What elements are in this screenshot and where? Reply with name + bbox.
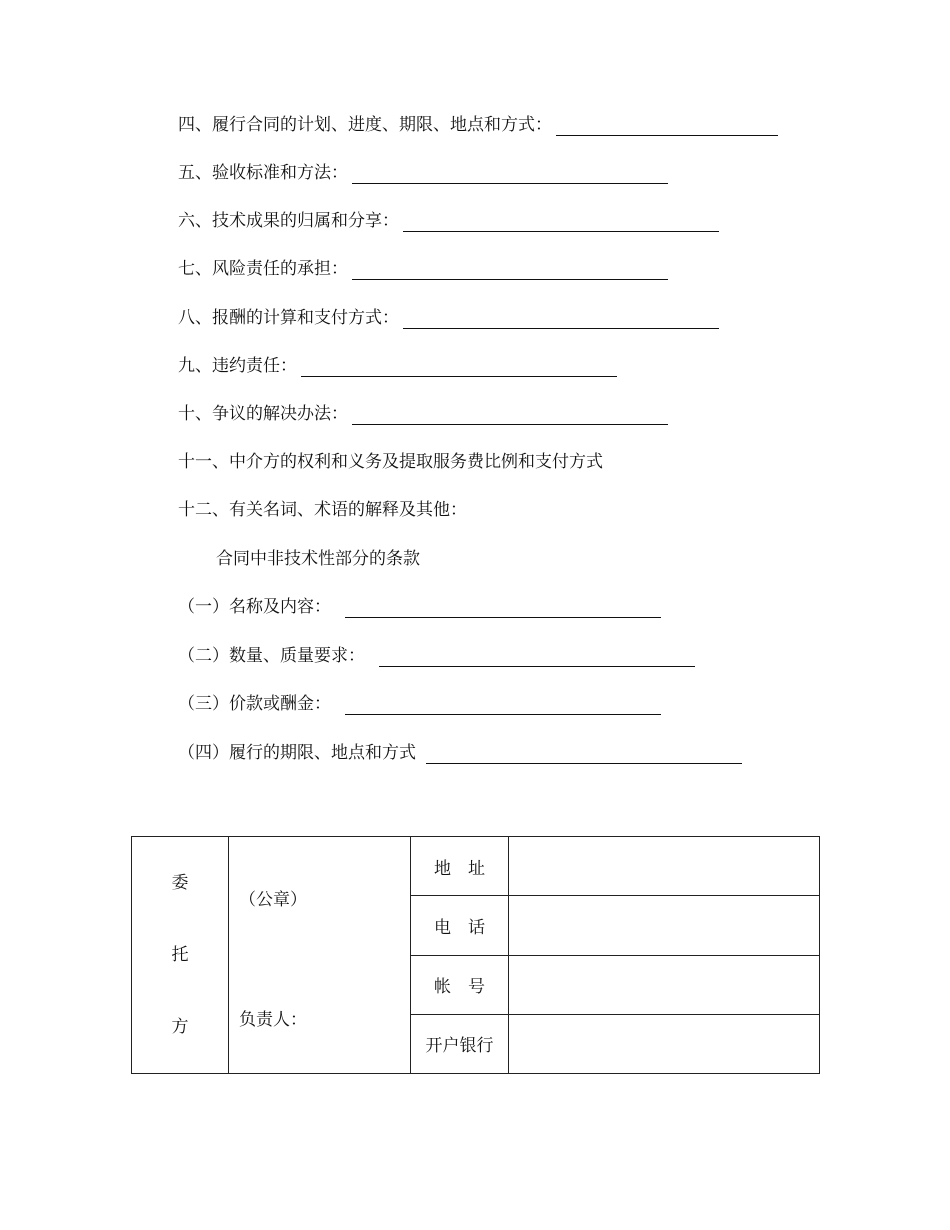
responsible-person-label: 负责人：	[239, 1010, 307, 1030]
non-tech-item-2-label: （二）数量、质量要求：	[178, 646, 365, 666]
non-tech-heading	[216, 548, 420, 570]
non-tech-item-1-blank[interactable]	[345, 599, 661, 618]
non-tech-item-3-label: （三）价款或酬金：	[178, 694, 331, 714]
account-value[interactable]	[509, 955, 820, 1014]
clause-6	[178, 210, 719, 232]
clause-12-label: 十二、有关名词、术语的解释及其他：	[178, 500, 467, 520]
bank-label: 开户银行	[411, 1014, 509, 1073]
clause-11	[178, 451, 603, 473]
clause-4-label: 四、履行合同的计划、进度、期限、地点和方式：	[178, 115, 552, 135]
clause-6-blank[interactable]	[403, 213, 719, 232]
non-tech-item-4-blank[interactable]	[426, 745, 742, 764]
party-name-cell	[132, 837, 229, 1074]
clause-9-blank[interactable]	[301, 358, 617, 377]
address-label: 地 址	[411, 837, 509, 896]
clause-5-label: 五、验收标准和方法：	[178, 163, 348, 183]
non-tech-item-2-blank[interactable]	[379, 648, 695, 667]
party-char-1: 委	[171, 873, 189, 893]
clause-9	[178, 355, 617, 377]
non-tech-item-3	[178, 693, 661, 715]
seal-cell	[229, 837, 411, 1074]
clause-5	[178, 162, 668, 184]
non-tech-item-2	[178, 645, 695, 667]
clause-8-blank[interactable]	[403, 310, 719, 329]
address-value[interactable]	[509, 837, 820, 896]
non-tech-heading-text: 合同中非技术性部分的条款	[216, 549, 420, 569]
client-party-table	[131, 836, 820, 1074]
party-char-3: 方	[171, 1017, 189, 1037]
phone-label: 电 话	[411, 896, 509, 955]
clause-12	[178, 499, 467, 521]
clause-4	[178, 114, 778, 136]
clause-9-label: 九、违约责任：	[178, 356, 297, 376]
clause-11-label: 十一、中介方的权利和义务及提取服务费比例和支付方式	[178, 452, 603, 472]
seal-label: （公章）	[239, 890, 307, 910]
clause-7	[178, 258, 668, 280]
clause-7-label: 七、风险责任的承担：	[178, 259, 348, 279]
clause-10	[178, 403, 668, 425]
non-tech-item-3-blank[interactable]	[345, 696, 661, 715]
non-tech-item-1-label: （一）名称及内容：	[178, 597, 331, 617]
clause-5-blank[interactable]	[352, 165, 668, 184]
non-tech-item-1	[178, 596, 661, 618]
phone-value[interactable]	[509, 896, 820, 955]
clause-6-label: 六、技术成果的归属和分享：	[178, 211, 399, 231]
clause-4-blank[interactable]	[556, 117, 778, 136]
account-label: 帐 号	[411, 955, 509, 1014]
clause-8-label: 八、报酬的计算和支付方式：	[178, 308, 399, 328]
non-tech-item-4	[178, 742, 742, 764]
clause-7-blank[interactable]	[352, 261, 668, 280]
party-char-2: 托	[171, 945, 189, 965]
bank-value[interactable]	[509, 1014, 820, 1073]
clause-10-blank[interactable]	[352, 406, 668, 425]
clause-8	[178, 307, 719, 329]
clause-10-label: 十、争议的解决办法：	[178, 404, 348, 424]
non-tech-item-4-label: （四）履行的期限、地点和方式	[178, 743, 416, 763]
